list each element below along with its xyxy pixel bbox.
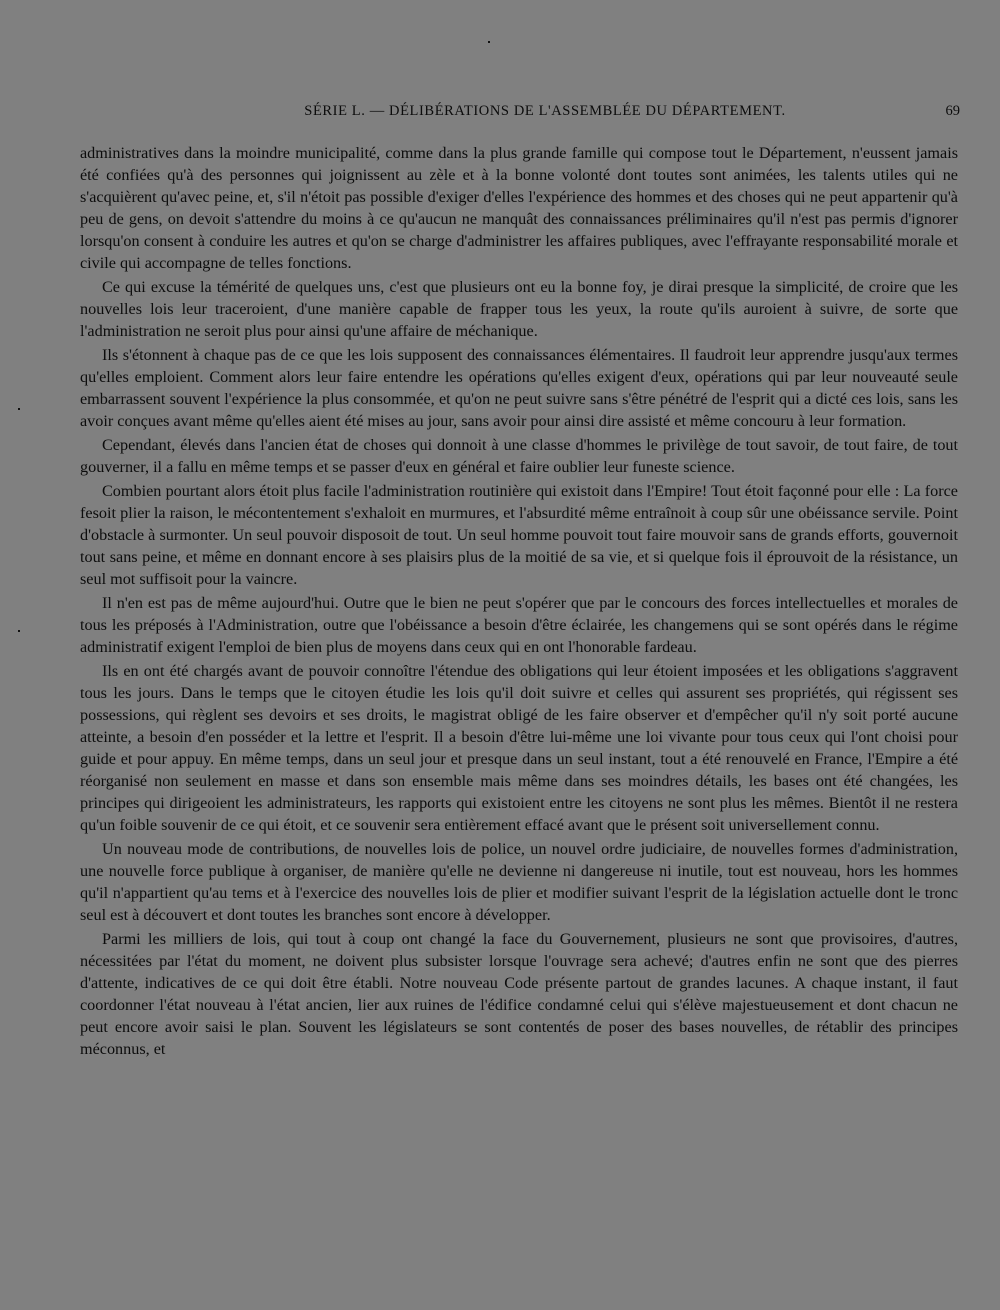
page-header <box>80 103 960 127</box>
paragraph: Un nouveau mode de contributions, de nouvelles lois de police, un nouvel ordre judiciaire, de nouvelles formes d'administration, une nouvelle force publique à organiser, de manière qu'elle ne devienne ni dangereuse ni inutile, tout est nouveau, hors les hommes qu'il n'appartient qu'au tems et à l'exercice des nouvelles lois de plier et modifier suivant l'esprit de la législation actuelle dont le tronc seul est à découvert et dont toutes les branches sont encore à développer. <box>80 840 958 924</box>
paragraph: Il n'en est pas de même aujourd'hui. Outre que le bien ne peut s'opérer que par le concours des forces intellectuelles et morales de tous les préposés à l'Administration, outre que l'obéissance a besoin d'être éclairée, les changemens qui se sont opérés dans le régime administratif exigent l'emploi de bien plus de moyens dans ceux qui en ont l'honorable fardeau. <box>80 594 958 656</box>
paragraph: Cependant, élevés dans l'ancien état de choses qui donnoit à une classe d'hommes le privilège de tout savoir, de tout faire, de tout gouverner, il a fallu en même temps et se passer d'eux en général et faire oublier leur funeste science. <box>80 436 958 476</box>
running-title: SÉRIE L. — DÉLIBÉRATIONS DE L'ASSEMBLÉE DU DÉPARTEMENT. <box>304 103 786 119</box>
print-speck <box>18 630 20 632</box>
paragraph: Ils s'étonnent à chaque pas de ce que les lois supposent des connaissances élémentaires. Il faudroit leur apprendre jusqu'aux termes qu'elles emploient. Comment alors leur faire entendre les opérations qu'elles exigent d'eux, opérations qui par leur nouveauté seule embarrassent souvent l'expérience la plus consommée, et qu'on ne peut suivre sans s'être pénétré de l'esprit qui a dicté ces lois, sans les avoir conçues avant même qu'elles aient été mises au jour, sans avoir pour ainsi dire assisté et même concouru à leur formation. <box>80 346 958 430</box>
print-speck <box>488 41 490 43</box>
paragraph: Ce qui excuse la témérité de quelques uns, c'est que plusieurs ont eu la bonne foy, je dirai presque la simplicité, de croire que les nouvelles lois leur traceroient, d'une manière capable de frapper tous les yeux, la route qu'ils auroient à suivre, de sorte que l'administration ne seroit plus pour ainsi qu'une affaire de méchanique. <box>80 278 958 340</box>
paragraph: administratives dans la moindre municipalité, comme dans la plus grande famille qui compose tout le Département, n'eussent jamais été confiées qu'à des personnes qui joignissent au zèle et à la bonne volonté dont toutes sont animées, les talents utiles qui ne s'acquièrent qu'avec peine, et, s'il n'étoit pas possible d'exiger d'elles l'expérience des hommes et des choses qui ne peut appartenir qu'à peu de gens, on devoit s'attendre du moins à ce qu'aucun ne manquât des connaissances préliminaires qu'il n'est pas permis d'ignorer lorsqu'on consent à conduire les autres et qu'on se charge d'administrer les affaires publiques, avec l'effrayante responsabilité morale et civile qui accompagne de telles fonctions. <box>80 144 958 272</box>
page-number: 69 <box>945 103 960 119</box>
paragraph: Parmi les milliers de lois, qui tout à coup ont changé la face du Gouvernement, plusieurs ne sont que provisoires, d'autres, nécessitées par l'état du moment, ne doivent plus subsister lorsque l'ouvrage sera achevé; d'autres enfin ne sont que des pierres d'attente, indicatives de ce qui doit être établi. Notre nouveau Code présente partout de grandes lacunes. A chaque instant, il faut coordonner l'état nouveau à l'état ancien, lier aux ruines de l'édifice condamné celui qui s'élève majestueusement et dont chacun ne peut encore avoir saisi le plan. Souvent les législateurs se sont contentés de poser des bases nouvelles, de rétablir des principes méconnus, et <box>80 930 958 1058</box>
paragraph: Ils en ont été chargés avant de pouvoir connoître l'étendue des obligations qui leur étoient imposées et les obligations s'aggravent tous les jours. Dans le temps que le citoyen étudie les lois qu'il doit suivre et celles qui assurent ses propriétés, qui régissent ses possessions, qui règlent ses devoirs et ses droits, le magistrat obligé de les faire observer et d'empêcher qu'il n'y soit porté aucune atteinte, a besoin d'en posséder et la lettre et l'esprit. Il a besoin d'être lui-même une loi vivante pour tous ceux qui l'ont choisi pour guide et pour appuy. En même temps, dans un seul jour et presque dans un seul instant, tout a été renouvelé en France, l'Empire a été réorganisé non seulement en masse et dans son ensemble mais même dans ses moindres détails, les bases ont été changées, les principes qui dirigeoient les administrateurs, les rapports qui existoient entre les citoyens ne sont plus les mêmes. Bientôt il ne restera qu'un foible souvenir de ce qui étoit, et ce souvenir sera entièrement effacé avant que le présent soit universellement connu. <box>80 662 958 834</box>
paragraph: Combien pourtant alors étoit plus facile l'administration routinière qui existoit dans l'Empire! Tout étoit façonné pour elle : La force fesoit plier la raison, le mécontentement s'exhaloit en murmures, et l'absurdité même entraînoit à coup sûr une obéissance servile. Point d'obstacle à surmonter. Un seul pouvoir disposoit de tout. Un seul homme pouvoit tout faire mouvoir sans de grands efforts, gouvernoit tout sans peine, et même en donnant encore à ses plaisirs plus de la moitié de sa vie, et si quelque fois il éprouvoit de la résistance, un seul mot suffisoit pour la vaincre. <box>80 482 958 588</box>
body-text <box>80 142 958 1062</box>
print-speck <box>18 408 20 410</box>
